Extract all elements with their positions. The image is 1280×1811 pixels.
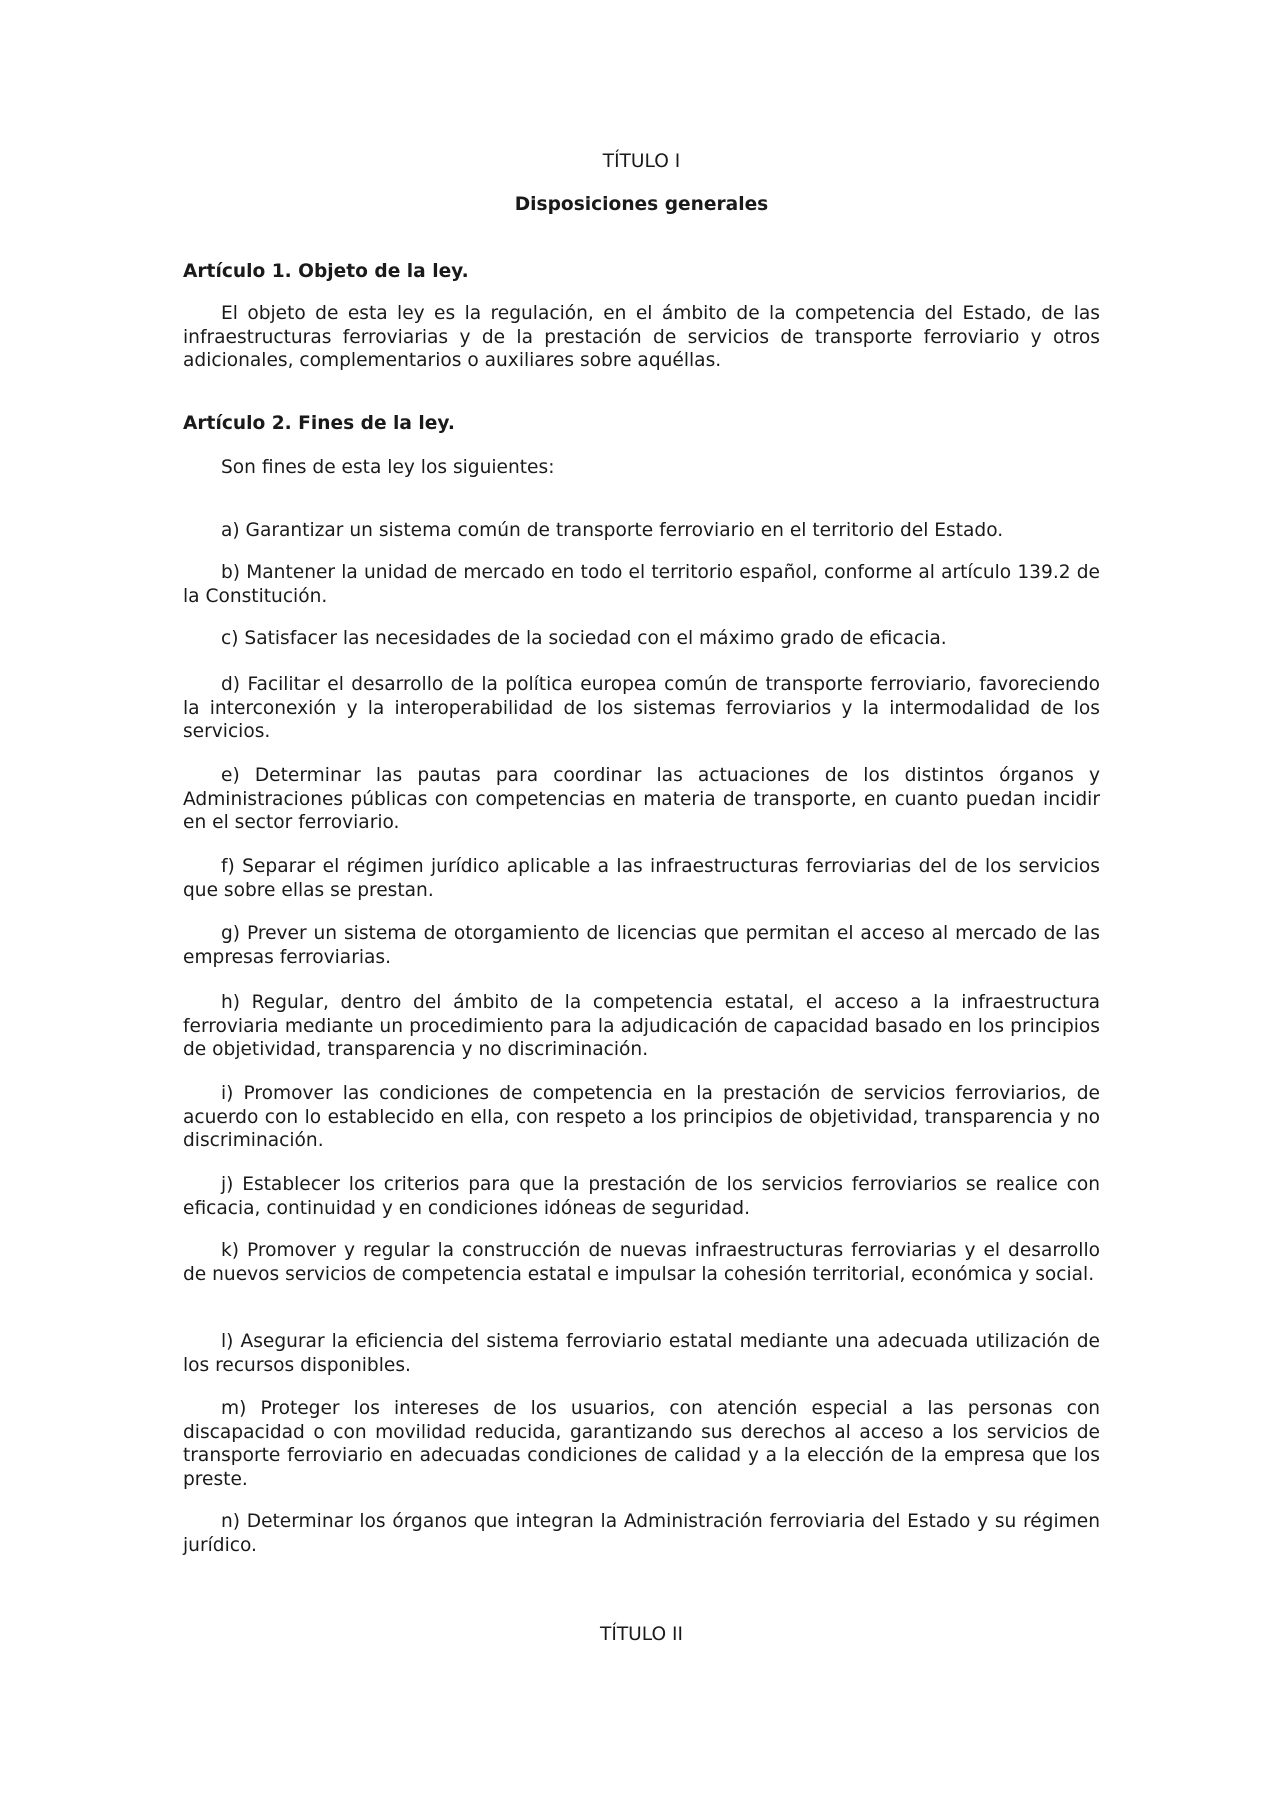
titulo-i-heading: TÍTULO I (602, 151, 681, 172)
disposiciones-generales-heading: Disposiciones generales (514, 194, 769, 215)
fin-item-h: h) Regular, dentro del ámbito de la competencia estatal, el acceso a la infraestructura ferroviaria mediante un procedimiento para la adjudicación de capacidad basado en los principios de objetividad, transparencia y no discriminación. (183, 992, 1100, 1060)
fin-item-a: a) Garantizar un sistema común de transporte ferroviario en el territorio del Estado. (221, 520, 1004, 541)
fin-item-c: c) Satisfacer las necesidades de la sociedad con el máximo grado de eficacia. (221, 628, 947, 649)
fin-item-l: l) Asegurar la eficiencia del sistema ferroviario estatal mediante una adecuada utilización de los recursos disponibles. (183, 1331, 1100, 1376)
titulo-ii-heading: TÍTULO II (599, 1624, 684, 1645)
fin-item-k: k) Promover y regular la construcción de nuevas infraestructuras ferroviarias y el desarrollo de nuevos servicios de competencia estatal e impulsar la cohesión territorial, económica y social. (183, 1240, 1100, 1285)
fin-item-i: i) Promover las condiciones de competencia en la prestación de servicios ferroviarios, de acuerdo con lo establecido en ella, con respeto a los principios de objetividad, transparencia y no discriminación. (183, 1083, 1100, 1151)
fin-item-g: g) Prever un sistema de otorgamiento de licencias que permitan el acceso al mercado de las empresas ferroviarias. (183, 923, 1100, 968)
articulo-2-heading: Artículo 2. Fines de la ley. (183, 413, 455, 434)
fin-item-f: f) Separar el régimen jurídico aplicable a las infraestructuras ferroviarias del de los servicios que sobre ellas se prestan. (183, 856, 1100, 901)
articulo-2-intro: Son fines de esta ley los siguientes: (221, 457, 555, 478)
fin-item-m: m) Proteger los intereses de los usuarios, con atención especial a las personas con discapacidad o con movilidad reducida, garantizando sus derechos al acceso a los servicios de transporte ferroviario en adecuadas condiciones de calidad y a la elección de la empresa que los preste. (183, 1398, 1100, 1490)
fin-item-j: j) Establecer los criterios para que la prestación de los servicios ferroviarios se realice con eficacia, continuidad y en condiciones idóneas de seguridad. (183, 1174, 1100, 1219)
fin-item-d: d) Facilitar el desarrollo de la política europea común de transporte ferroviario, favoreciendo la interconexión y la interoperabilidad de los sistemas ferroviarios y la intermodalidad de los servicios. (183, 674, 1100, 742)
fin-item-n: n) Determinar los órganos que integran la Administración ferroviaria del Estado y su régimen jurídico. (183, 1511, 1100, 1556)
articulo-1-heading: Artículo 1. Objeto de la ley. (183, 261, 469, 282)
fin-item-e: e) Determinar las pautas para coordinar las actuaciones de los distintos órganos y Administraciones públicas con competencias en materia de transporte, en cuanto puedan incidir en el sector ferroviario. (183, 765, 1100, 833)
fin-item-b: b) Mantener la unidad de mercado en todo el territorio español, conforme al artículo 139.2 de la Constitución. (183, 562, 1100, 607)
articulo-1-text: El objeto de esta ley es la regulación, en el ámbito de la competencia del Estado, de las infraestructuras ferroviarias y de la prestación de servicios de transporte ferroviario y otros adicionales, complementarios o auxiliares sobre aquéllas. (183, 303, 1100, 371)
